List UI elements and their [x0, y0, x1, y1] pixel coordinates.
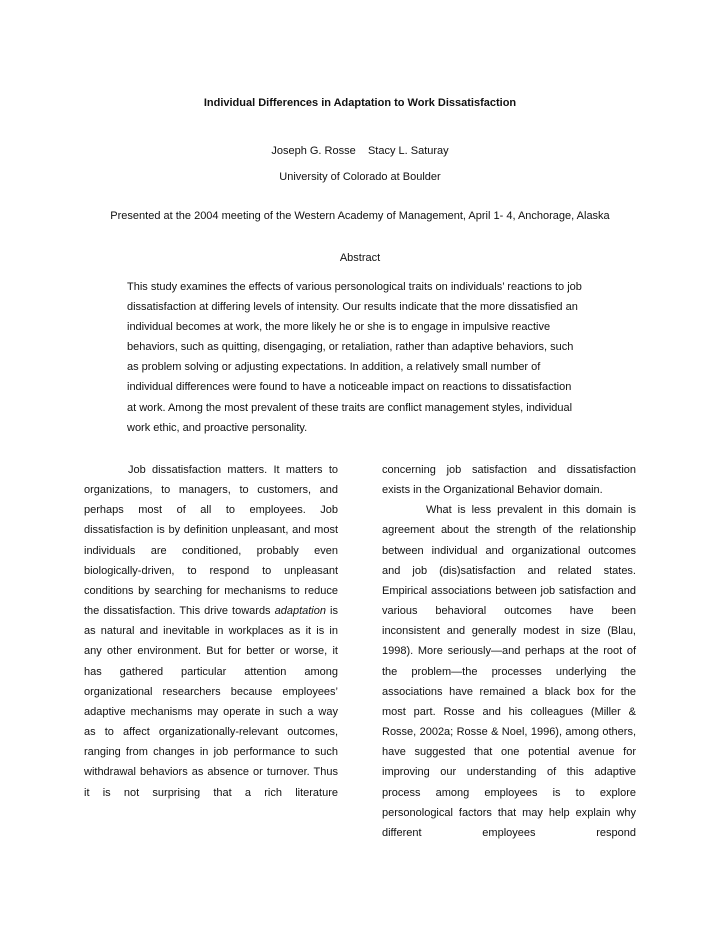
body-paragraph [84, 460, 338, 803]
body-text: is as natural and inevitable in workplaces as it is in any other environment. But for better or worse, it has gathered particular attention among organizational researchers because employees’ adaptive mechanisms may operate in such a way as to affect organizationally-relevant outcomes, ranging from changes in job performance to such withdrawal behaviors as absence or turnover. Thus it is not surprising that a rich literature [84, 605, 338, 799]
author-names: Joseph G. Rosse Stacy L. Saturay [271, 145, 449, 157]
affiliation: University of Colorado at Boulder [279, 171, 441, 183]
abstract-paragraph: This study examines the effects of various personological traits on individuals’ reactions to job dissatisfaction at differing levels of intensity. Our results indicate that the more dissatisfied an individual becomes at work, the more likely he or she is to engage in impulsive reactive behaviors, such as quitting, disengaging, or retaliation, rather than adaptive behaviors, such as problem solving or adjusting expectations. In addition, a relatively small number of individual differences were found to have a noticeable impact on reactions to dissatisfaction at work. Among the most prevalent of these traits are conflict management styles, individual work ethic, and proactive personality. [127, 281, 582, 434]
body-paragraph-continued: concerning job satisfaction and dissatisfaction exists in the Organizational Behavior domain. [382, 464, 636, 497]
body-paragraph: What is less prevalent in this domain is agreement about the strength of the relationship between individual and organizational outcomes and job (dis)satisfaction and related states. Empirical associations between job satisfaction and various behavioral outcomes have been inconsistent and generally modest in size (Blau, 1998). More seriously—and perhaps at the root of the problem—the processes underlying the associations have remained a black box for the most part. Rosse and his colleagues (Miller & Rosse, 2002a; Rosse & Noel, 1996), among others, have suggested that one potential avenue for improving our understanding of this adaptive process among employees is to explore personological factors that may help explain why different employees respond [382, 504, 636, 839]
body-column-right [382, 460, 636, 843]
abstract-body [127, 277, 583, 438]
body-text: Job dissatisfaction matters. It matters to organizations, to managers, to customers, and perhaps most of all to employees. Job dissatisfaction is by definition unpleasant, and most individuals are conditioned, probably even biologically-driven, to respond to unpleasant conditions by searching for mechanisms to reduce the dissatisfaction. This drive towards [84, 464, 338, 618]
body-column-left [84, 460, 338, 803]
abstract-heading: Abstract [339, 252, 381, 264]
emphasized-term: adaptation [274, 605, 326, 618]
paper-title: Individual Differences in Adaptation to Work Dissatisfaction [203, 97, 517, 109]
presentation-note: Presented at the 2004 meeting of the Western Academy of Management, April 1- 4, Anchorage, Alaska [110, 210, 610, 222]
